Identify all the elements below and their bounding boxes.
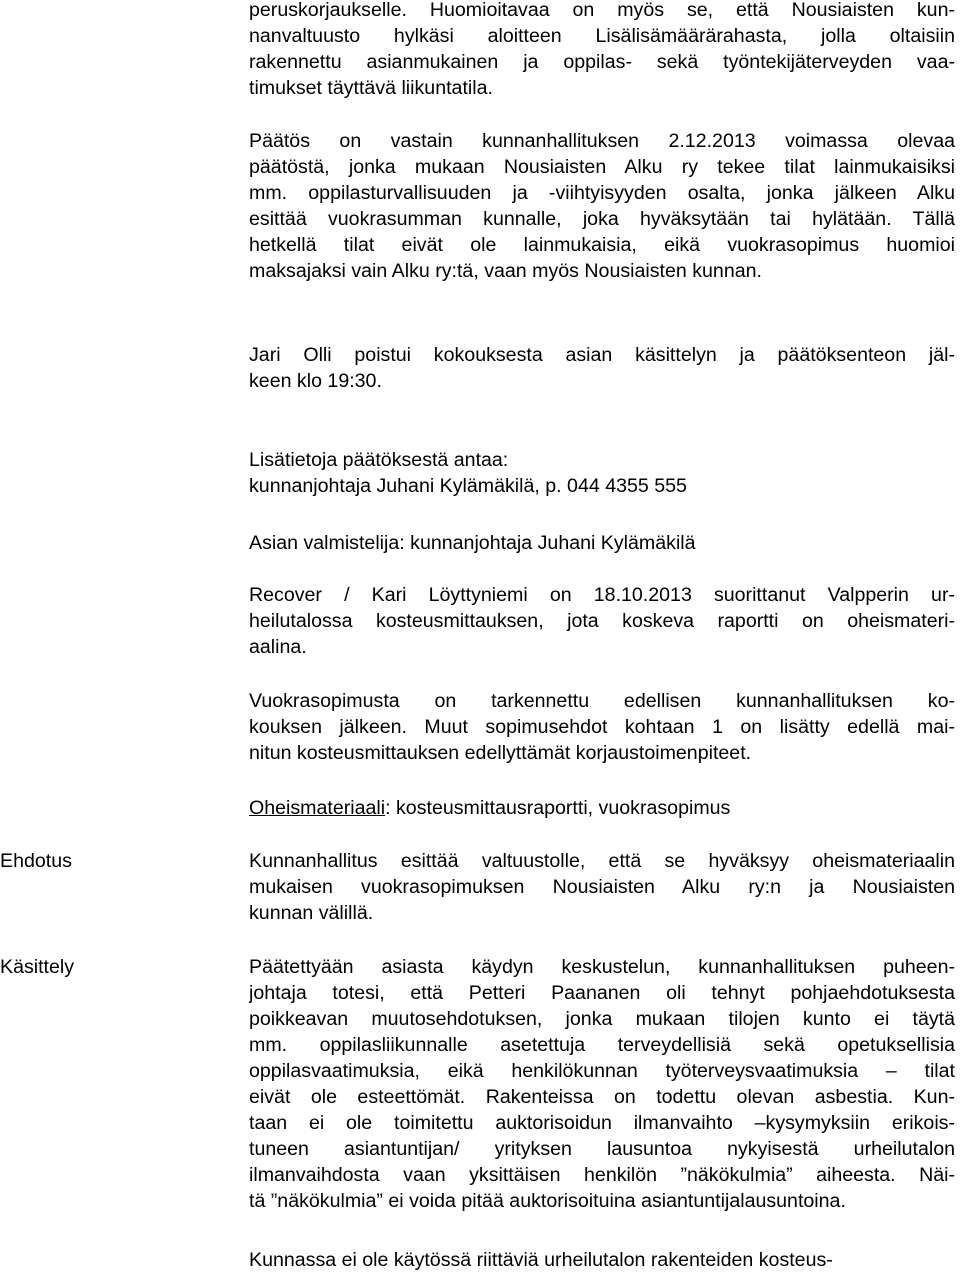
text-line: päätöstä, jonka mukaan Nousiaisten Alku ry tekee tilat lainmukaisiksi (249, 156, 955, 178)
proposal-label: Ehdotus (0, 850, 72, 872)
text-line: eivät ole esteettömät. Rakenteissa on todettu olevan asbestia. Kun- (249, 1086, 955, 1108)
text-line: oppilasvaatimuksia, eikä henkilökunnan työterveysvaatimuksia – tilat (249, 1060, 955, 1082)
text-line: poikkeavan muutosehdotuksen, jonka mukaan tilojen kunto ei täytä (249, 1008, 955, 1030)
text-line: johtaja totesi, että Petteri Paananen oli tehnyt pohjaehdotuksesta (249, 982, 955, 1004)
recover-paragraph (249, 582, 955, 660)
proposal-paragraph (249, 848, 955, 926)
text-line: esittää vuokrasumman kunnalle, joka hyväksytään tai hylätään. Tällä (249, 208, 955, 230)
text-line: nanvaltuusto hylkäsi aloitteen Lisälisämäärärahasta, jolla oltaisiin (249, 25, 955, 47)
text-line: mm. oppilasliikunnalle asetettuja terveydellisiä sekä opetuksellisia (249, 1034, 955, 1056)
final-paragraph (249, 1247, 955, 1273)
text-line: mukaisen vuokrasopimuksen Nousiaisten Alku ry:n ja Nousiaisten (249, 876, 955, 898)
text-line: Kunnanhallitus esittää valtuustolle, että se hyväksyy oheismateriaalin (249, 850, 955, 872)
contact-person: kunnanjohtaja Juhani Kylämäkilä, p. 044 4355 555 (249, 475, 687, 497)
text-line: tuneen asiantuntijan/ yrityksen lausuntoa nykyisestä urheilutalon (249, 1138, 955, 1160)
top-paragraph (249, 0, 955, 101)
text-line: Päätös on vastain kunnanhallituksen 2.12.2013 voimassa olevaa (249, 130, 955, 152)
attachments-text (249, 795, 955, 821)
attachments-list: : kosteusmittausraportti, vuokrasopimus (385, 797, 731, 819)
contact-info (249, 447, 955, 499)
attachments-line (249, 795, 955, 821)
text-line: maksajaksi vain Alku ry:tä, vaan myös Nousiaisten kunnan. (249, 260, 762, 282)
text-line: ilmanvaihdosta vaan yksittäisen henkilön ”näkökulmia” aiheesta. Näi- (249, 1164, 955, 1186)
text-line: hetkellä tilat eivät ole lainmukaisia, eikä vuokrasopimus huomioi (249, 234, 955, 256)
decision-paragraph (249, 128, 955, 284)
absence-paragraph (249, 342, 955, 394)
text-line: nitun kosteusmittauksen edellyttämät korjaustoimenpiteet. (249, 742, 752, 764)
text-line: Recover / Kari Löyttyniemi on 18.10.2013 suorittanut Valpperin ur- (249, 584, 955, 606)
text-line: Päätettyään asiasta käydyn keskustelun, kunnanhallituksen puheen- (249, 956, 955, 978)
attachments-label: Oheismateriaali (249, 797, 386, 819)
text-line: aalina. (249, 636, 307, 658)
text-line: kouksen jälkeen. Muut sopimusehdot kohtaan 1 on lisätty edellä mai- (249, 716, 955, 738)
text-line: mm. oppilasturvallisuuden ja -viihtyisyyden osalta, jonka jälkeen Alku (249, 182, 955, 204)
handling-label: Käsittely (0, 956, 75, 978)
text-line: peruskorjaukselle. Huomioitavaa on myös se, että Nousiaisten kun- (249, 0, 955, 21)
text-line: tä ”näkökulmia” ei voida pitää auktorisoituina asiantuntijalausuntoina. (249, 1190, 846, 1212)
text-line: rakennettu asianmukainen ja oppilas- sekä työntekijäterveyden vaa- (249, 51, 955, 73)
text-line: keen klo 19:30. (249, 370, 382, 392)
text-line: taan ei ole toimitettu auktorisoidun ilmanvaihto –kysymyksiin erikois- (249, 1112, 955, 1134)
preparer-text: Asian valmistelija: kunnanjohtaja Juhani Kylämäkilä (249, 532, 696, 554)
text-line: timukset täyttävä liikuntatila. (249, 77, 493, 99)
handling-paragraph (249, 954, 955, 1214)
preparer-line (249, 530, 955, 556)
text-line: Jari Olli poistui kokouksesta asian käsittelyn ja päätöksenteon jäl- (249, 344, 955, 366)
contact-heading: Lisätietoja päätöksestä antaa: (249, 449, 509, 471)
lease-paragraph (249, 688, 955, 766)
text-line: Vuokrasopimusta on tarkennettu edellisen kunnanhallituksen ko- (249, 690, 955, 712)
text-line: Kunnassa ei ole käytössä riittäviä urheilutalon rakenteiden kosteus- (249, 1249, 833, 1271)
text-line: heilutalossa kosteusmittauksen, jota koskeva raportti on oheismateri- (249, 610, 955, 632)
text-line: kunnan välillä. (249, 902, 374, 924)
